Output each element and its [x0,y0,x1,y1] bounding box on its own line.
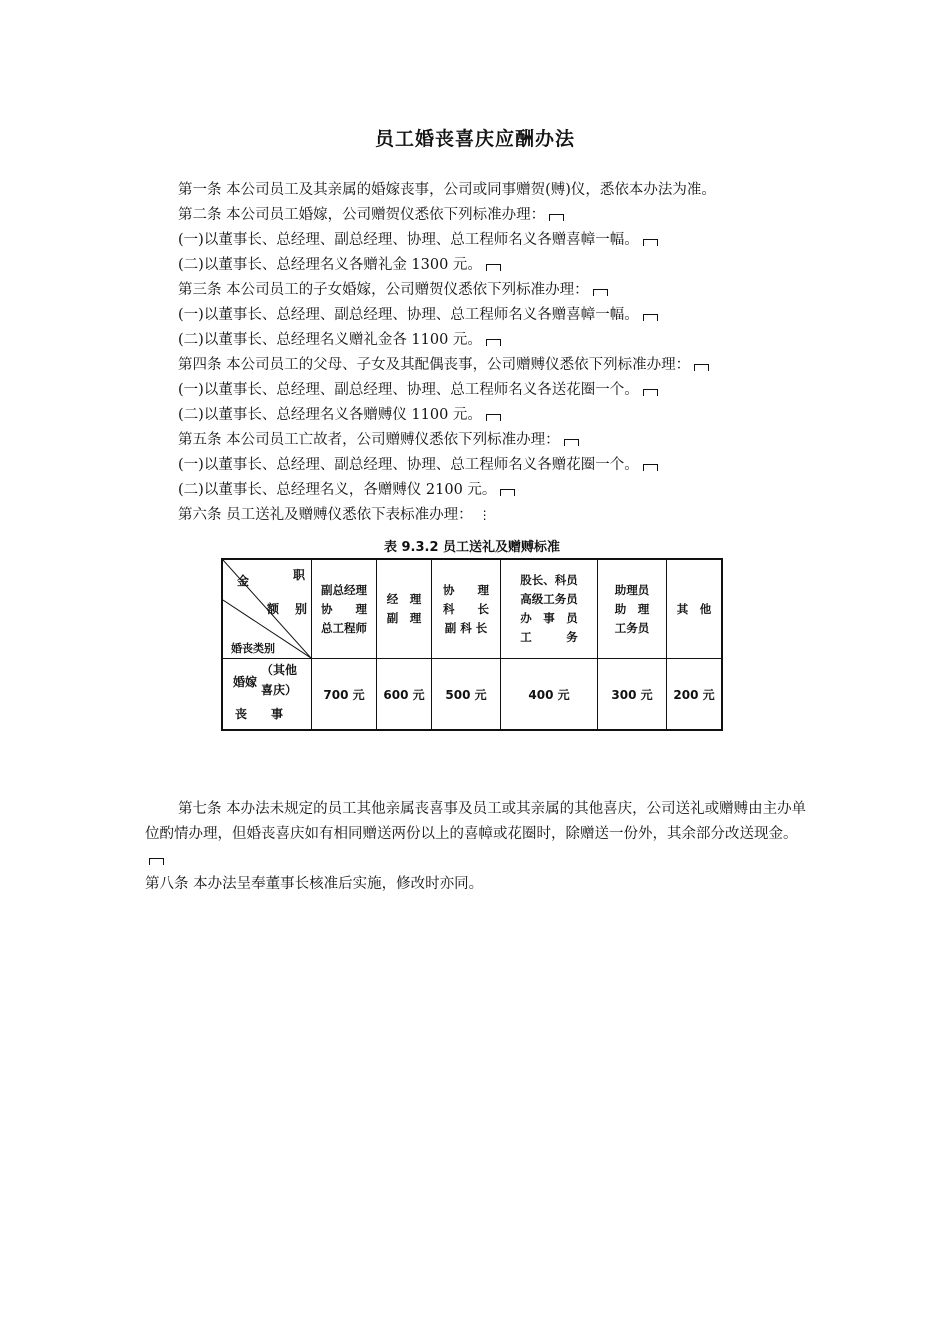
value-cell: 500 元 [432,659,501,731]
category-main: 婚嫁 [233,675,258,689]
header-assistant: 助理员 助 理 工务员 [598,559,667,659]
header-assistant-manager: 协 理 科 长 副 科 长 [432,559,501,659]
article-7: 第七条 本办法未规定的员工其他亲属丧喜事及员工或其亲属的其他喜庆，公司送礼或赠赙由主办单位酌情办理，但婚丧喜庆如有相同赠送两份以上的喜幛或花圈时，除赠送一份外，其余部分改送现金。 [145,797,810,872]
document-title: 员工婚丧喜庆应酬办法 [374,128,575,150]
paragraph-mark [486,264,501,271]
paragraph-mark [643,464,658,471]
table-corner-cell [222,559,312,659]
table-header-row [222,559,722,659]
corner-label-bie: 别 [295,602,308,616]
paragraph-mark [149,858,164,865]
corner-label-category: 婚丧类别 [231,642,275,655]
category-paren-2: 喜庆） [261,683,298,697]
value-cell: 700 元 [312,659,377,731]
article-8: 第八条 本办法呈奉董事长核准后实施，修改时亦同。 [145,876,484,892]
article-2-item-2: (二)以董事长、总经理名义各赠礼金 1300 元。 [178,253,501,274]
paragraph-mark [486,414,501,421]
table-value-row [222,659,722,731]
article-5-item-1: (一)以董事长、总经理、副总经理、协理、总工程师名义各赠花圈一个。 [178,453,658,474]
article-6: 第六条 员工送礼及赠赙仪悉依下表标准办理： ⋮ [178,507,490,523]
header-deputy-gm: 副总经理 协 理 总工程师 [312,559,377,659]
category-paren-1: （其他 [261,663,298,677]
corner-label-e: 额 [267,602,280,616]
article-2: 第二条 本公司员工婚嫁，公司赠贺仪悉依下列标准办理： [178,203,564,224]
table-caption: 表 9.3.2 员工送礼及赠赙标准 [383,540,561,555]
paragraph-mark [643,389,658,396]
corner-label-position: 职 [293,568,306,582]
paragraph-mark [486,339,501,346]
paragraph-mark [549,214,564,221]
article-1: 第一条 本公司员工及其亲属的婚嫁丧事，公司或同事赠贺(赙)仪，悉依本办法为准。 [178,182,716,198]
anchor-mark: ⋮ [478,508,490,522]
article-3: 第三条 本公司员工的子女婚嫁，公司赠贺仪悉依下列标准办理： [178,278,608,299]
article-5: 第五条 本公司员工亡故者，公司赠赙仪悉依下列标准办理： [178,428,579,449]
article-4-item-1: (一)以董事长、总经理、副总经理、协理、总工程师名义各送花圈一个。 [178,378,658,399]
paragraph-mark [643,239,658,246]
article-3-item-1: (一)以董事长、总经理、副总经理、协理、总工程师名义各赠喜幛一幅。 [178,303,658,324]
paragraph-mark [643,314,658,321]
paragraph-mark [564,439,579,446]
article-4-item-2: (二)以董事长、总经理名义各赠赙仪 1100 元。 [178,403,501,424]
corner-label-amount: 金 [237,574,250,588]
header-section-staff: 股长、科员 高级工务员 办 事 员 工 务 [501,559,598,659]
category-cell [222,659,312,731]
paragraph-mark [500,489,515,496]
paragraph-mark [593,289,608,296]
value-cell: 400 元 [501,659,598,731]
value-cell: 200 元 [667,659,723,731]
article-2-item-1: (一)以董事长、总经理、副总经理、协理、总工程师名义各赠喜幛一幅。 [178,228,658,249]
gift-standard-table [221,558,723,731]
category-sub: 丧 事 [235,707,284,721]
paragraph-mark [694,364,709,371]
article-4: 第四条 本公司员工的父母、子女及其配偶丧事，公司赠赙仪悉依下列标准办理： [178,353,709,374]
header-manager: 经 理 副 理 [377,559,432,659]
value-cell: 600 元 [377,659,432,731]
value-cell: 300 元 [598,659,667,731]
header-other: 其 他 [667,559,723,659]
article-5-item-2: (二)以董事长、总经理名义，各赠赙仪 2100 元。 [178,478,515,499]
article-3-item-2: (二)以董事长、总经理名义赠礼金各 1100 元。 [178,328,501,349]
